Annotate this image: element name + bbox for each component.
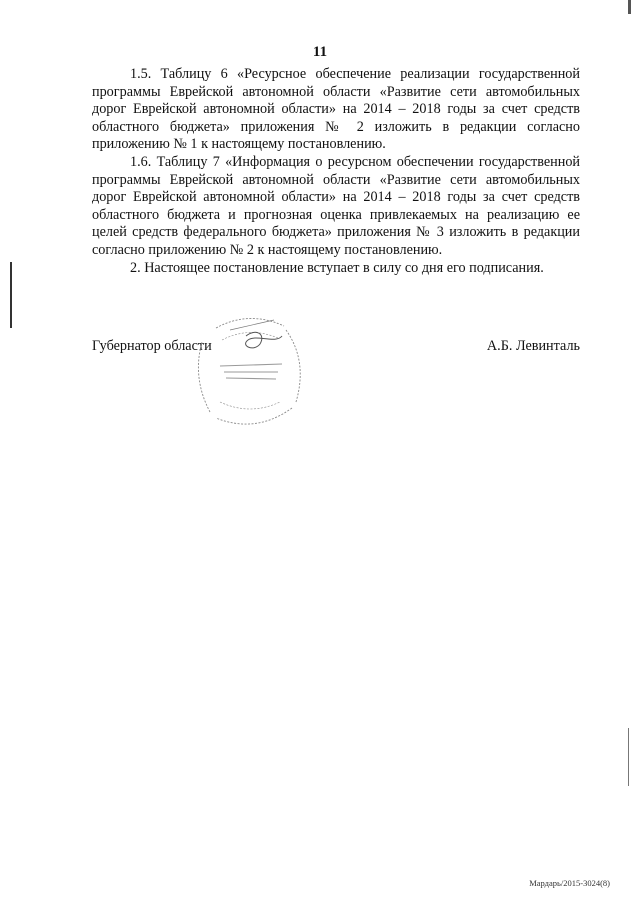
corner-scan-mark (628, 0, 631, 14)
paragraph-1-6: 1.6. Таблицу 7 «Информация о ресурсном обеспечении государственной программы Еврейской автономной области «Развитие сети автомобильных дорог Еврейской автономной области» на 2014 – 2018 годы за счет средств областного бюджета и прогнозная оценка привлекаемых на реализацию ее целей средств федерального бюджета» приложения № 3 изложить в редакции согласно приложению № 2 к настоящему постановлению. (92, 153, 580, 258)
signatory-title: Губернатор области (92, 338, 212, 354)
margin-scan-mark (628, 728, 629, 786)
paragraph-2: 2. Настоящее постановление вступает в силу со дня его подписания. (130, 259, 544, 276)
page-number: 11 (312, 44, 328, 60)
paragraph-1-5: 1.5. Таблицу 6 «Ресурсное обеспечение реализации государственной программы Еврейской автономной области «Развитие сети автомобильных дорог Еврейской автономной области» на 2014 – 2018 годы за счет средств областного бюджета» приложения № 2 изложить в редакции согласно приложению № 1 к настоящему постановлению. (92, 66, 580, 153)
document-body (92, 66, 580, 277)
official-stamp-seal (186, 306, 312, 436)
signatory-name: А.Б. Левинталь (486, 338, 580, 354)
document-reference-code: Мардарь/2015-3024(8) (529, 878, 610, 888)
margin-binding-mark (10, 262, 12, 328)
signature-block (92, 338, 580, 360)
